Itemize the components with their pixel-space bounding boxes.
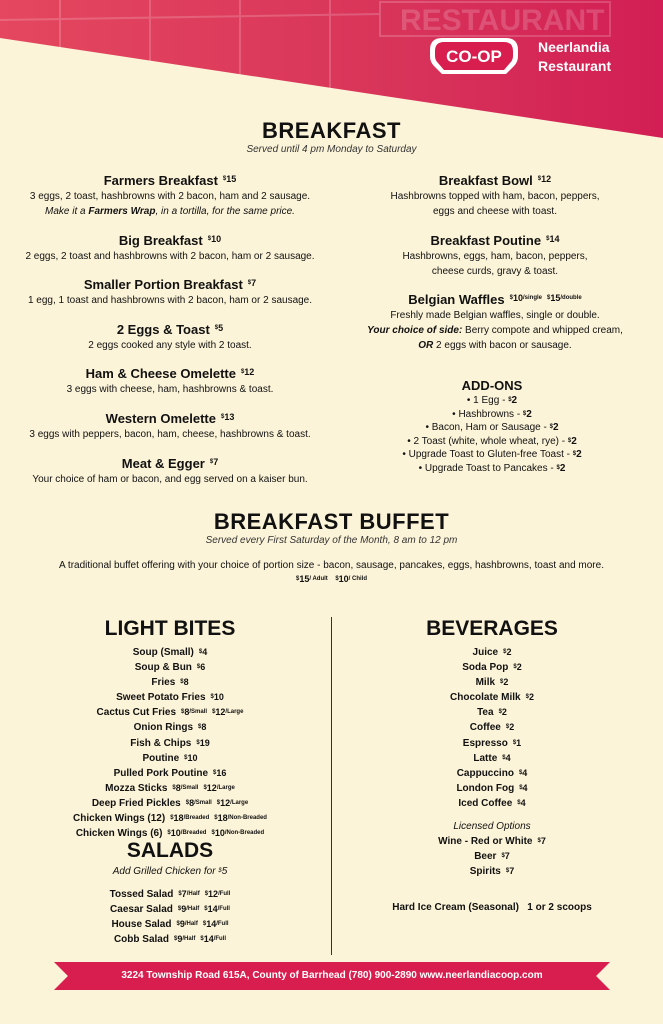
- item-name: 2 Eggs & Toast: [116, 322, 210, 337]
- item-side-options-alt: OR 2 eggs with bacon or sausage.: [418, 340, 572, 351]
- item-price-double: 15: [550, 293, 561, 303]
- item-name: Meat & Egger: [121, 456, 205, 471]
- item-description: 2 eggs cooked any style with 2 toast.: [88, 340, 252, 351]
- item-price: 7: [251, 278, 257, 288]
- list-item: Fish & Chips $19: [130, 737, 210, 749]
- menu-item-farmers-breakfast: Farmers Breakfast $^{^{\$}15}$ 3 eggs, 2 toast, hashbrowns with 2 bacon, ham and 2 sausage. Make it a Farmers Wrap, in a tortilla, for the same price.: [0, 171, 340, 219]
- restaurant-name-line1: Neerlandia: [538, 39, 610, 55]
- item-price: 15: [226, 174, 237, 184]
- building-sign-text: RESTAURANT: [400, 4, 605, 37]
- list-item: Soda Pop $2: [462, 662, 522, 674]
- list-item: Mozza Sticks $^{\$}8^{/Small}$ $^{\$}12^{/Large}$: [105, 782, 235, 794]
- menu-item-big-breakfast: Big Breakfast $^{^{\$}10}$ 2 eggs, 2 toast and hashbrowns with 2 bacon, ham or 2 sausage.: [0, 231, 340, 264]
- light-bites-list: [30, 645, 310, 841]
- list-item: Caesar Salad $^{\$}9^{/Half}$ $^{\$}14^{/Full}$: [110, 904, 230, 916]
- item-price: 12: [541, 174, 552, 184]
- list-item: Deep Fried Pickles $^{\$}8^{/Small}$ $^{\$}12^{/Large}$: [91, 797, 249, 809]
- coop-logo: [428, 36, 520, 76]
- item-description: eggs and cheese with toast.: [433, 206, 557, 217]
- list-item: Cactus Cut Fries $^{\$}8^{/Small}$ $^{\$}12^{/Large}$: [96, 707, 244, 719]
- list-item: House Salad $^{\$}9^{/Half}$ $^{\$}14^{/Full}$: [111, 919, 229, 931]
- price-label-double: /double: [560, 295, 582, 301]
- item-price-single: 10: [512, 293, 523, 303]
- list-item: Chocolate Milk $2: [450, 692, 534, 704]
- footer-contact-info: 3224 Township Road 615A, County of Barrhead (780) 900-2890 www.neerlandiacoop.com: [121, 970, 543, 981]
- item-name: Big Breakfast: [118, 233, 203, 248]
- menu-item-2-eggs-toast: 2 Eggs & Toast $^{^{\$}5}$ 2 eggs cooked any style with 2 toast.: [0, 320, 340, 353]
- list-item: • Bacon, Ham or Sausage - $2: [378, 421, 606, 435]
- item-price: 14: [549, 234, 560, 244]
- list-item: • Hashbrowns - $2: [378, 408, 606, 422]
- ice-cream-item: Hard Ice Cream (Seasonal) 1 or 2 scoops: [392, 902, 592, 914]
- list-item: Spirits $7: [469, 866, 515, 878]
- item-price: 10: [211, 234, 222, 244]
- list-item: Milk $2: [475, 677, 509, 689]
- list-item: • 2 Toast (white, whole wheat, rye) - $2: [378, 435, 606, 449]
- list-item: Poutine $10: [142, 752, 198, 764]
- menu-item-smaller-portion-breakfast: Smaller Portion Breakfast $^{^{\$}7}$ 1 egg, 1 toast and hashbrowns with 2 bacon, ham or 2 sausage.: [0, 275, 340, 308]
- list-item: Tossed Salad $^{\$}7^{/Half}$ $^{\$}12^{/Full}$: [109, 889, 231, 900]
- list-item: Espresso $1: [462, 737, 522, 749]
- list-item: Wine - Red or White $7: [438, 836, 546, 848]
- item-name: Ham & Cheese Omelette: [85, 366, 236, 381]
- list-item: Cobb Salad $^{\$}9^{/Half}$ $^{\$}14^{/Full}$: [113, 934, 227, 946]
- menu-item-belgian-waffles: Belgian Waffles $^{^{\$}10^{/single}}$ $^{^{\$}15^{/double}}$ Freshly made Belgian waffles, single or double. Your choice of side: Berry compote and whipped cream, OR 2 eggs with bacon or sausage.: [345, 290, 645, 353]
- list-item: Iced Coffee $4: [458, 797, 526, 809]
- light-bites-title: LIGHT BITES: [104, 617, 236, 640]
- add-ons-title: ADD-ONS: [461, 378, 523, 393]
- item-side-options: Your choice of side: Berry compote and whipped cream,: [367, 325, 623, 336]
- price-label-single: /single: [522, 295, 542, 301]
- menu-item-western-omelette: Western Omelette $^{^{\$}13}$ 3 eggs with peppers, bacon, ham, cheese, hashbrowns & toast.: [0, 409, 340, 442]
- list-item: Pulled Pork Poutine $16: [113, 767, 227, 779]
- item-name: Breakfast Poutine: [430, 233, 542, 248]
- list-item: Tea $2: [477, 707, 507, 719]
- item-description: 2 eggs, 2 toast and hashbrowns with 2 bacon, ham or 2 sausage.: [25, 251, 315, 262]
- column-divider: [331, 617, 332, 955]
- beverages-list: [352, 645, 632, 811]
- list-item: Soup & Bun $6: [134, 662, 206, 674]
- salads-subtitle: Add Grilled Chicken for $5: [112, 866, 228, 877]
- add-ons-list: [378, 394, 606, 475]
- menu-item-ham-cheese-omelette: Ham & Cheese Omelette $^{^{\$}12}$ 3 eggs with cheese, ham, hashbrowns & toast.: [0, 364, 340, 397]
- item-description: 3 eggs with cheese, ham, hashbrowns & toast.: [66, 384, 274, 395]
- buffet-prices: $^{\$}15^{/ Adult}$ $^{\$}10^{/ Child}$: [295, 574, 368, 584]
- restaurant-name: [538, 38, 658, 76]
- breakfast-subtitle: Served until 4 pm Monday to Saturday: [246, 144, 417, 155]
- list-item: • 1 Egg - $2: [378, 394, 606, 408]
- item-name: Western Omelette: [105, 411, 216, 426]
- beverages-title: BEVERAGES: [426, 617, 558, 640]
- menu-item-breakfast-bowl: Breakfast Bowl $^{^{\$}12}$ Hashbrowns topped with ham, bacon, peppers, eggs and cheese with toast.: [345, 171, 645, 219]
- restaurant-name-line2: Restaurant: [538, 58, 612, 74]
- buffet-price-adult: 15: [299, 574, 310, 584]
- list-item: Latte $4: [473, 752, 511, 764]
- item-description: Freshly made Belgian waffles, single or double.: [390, 310, 600, 321]
- buffet-description: A traditional buffet offering with your choice of portion size - bacon, sausage, pancakes, eggs, hashbrowns, toast and more.: [59, 560, 604, 571]
- light-bites-section: [30, 616, 310, 841]
- item-name: Smaller Portion Breakfast: [83, 277, 243, 292]
- item-price: 13: [224, 412, 235, 422]
- licensed-options-list: [352, 834, 632, 879]
- list-item: Coffee $2: [469, 722, 515, 734]
- item-price: 12: [244, 367, 255, 377]
- list-item: Chicken Wings (6) $^{\$}10^{/Breaded}$ $^{\$}10^{/Non-Breaded}$: [75, 828, 265, 840]
- list-item: • Upgrade Toast to Gluten-free Toast - $2: [378, 448, 606, 462]
- item-description: Hashbrowns, eggs, ham, bacon, peppers,: [402, 251, 588, 262]
- salads-section: [30, 838, 310, 947]
- list-item: London Fog $4: [456, 782, 528, 794]
- menu-item-breakfast-poutine: Breakfast Poutine $^{^{\$}14}$ Hashbrowns, eggs, ham, bacon, peppers, cheese curds, gravy & toast.: [345, 231, 645, 279]
- list-item: Sweet Potato Fries $10: [116, 692, 224, 704]
- item-description: 3 eggs, 2 toast, hashbrowns with 2 bacon, ham and 2 sausage.: [29, 191, 311, 202]
- item-description: cheese curds, gravy & toast.: [431, 266, 559, 277]
- buffet-price-child: 10: [338, 574, 349, 584]
- list-item: Chicken Wings (12) $^{\$}18^{/Breaded}$ $^{\$}18^{/Non-Breaded}$: [73, 813, 267, 825]
- item-description: Your choice of ham or bacon, and egg served on a kaiser bun.: [32, 474, 308, 485]
- buffet-subtitle: Served every First Saturday of the Month, 8 am to 12 pm: [205, 535, 458, 546]
- logo-text: CO-OP: [446, 47, 502, 66]
- salads-list: [30, 887, 310, 947]
- buffet-title: BREAKFAST BUFFET: [213, 509, 450, 534]
- item-description: Hashbrowns topped with ham, bacon, peppers,: [390, 191, 600, 202]
- menu-item-meat-egger: Meat & Egger $^{^{\$}7}$ Your choice of ham or bacon, and egg served on a kaiser bun.: [0, 454, 340, 487]
- list-item: Fries $8: [151, 677, 189, 689]
- item-name: Belgian Waffles: [408, 292, 505, 307]
- beverages-section: [352, 616, 632, 915]
- list-item: Onion Rings $8: [133, 722, 207, 734]
- list-item: Cappuccino $4: [456, 767, 528, 779]
- breakfast-title: BREAKFAST: [262, 118, 401, 143]
- item-name: Breakfast Bowl: [438, 173, 533, 188]
- item-description: 3 eggs with peppers, bacon, ham, cheese, hashbrowns & toast.: [29, 429, 311, 440]
- item-price: 7: [213, 457, 219, 467]
- item-name: Farmers Breakfast: [103, 173, 218, 188]
- salads-title: SALADS: [126, 839, 214, 862]
- licensed-options-label: Licensed Options: [453, 821, 531, 833]
- add-ons-section: [378, 377, 606, 475]
- list-item: Juice $2: [472, 647, 512, 658]
- list-item: • Upgrade Toast to Pancakes - $2: [378, 462, 606, 476]
- item-description: 1 egg, 1 toast and hashbrowns with 2 bacon, ham or 2 sausage.: [27, 295, 313, 306]
- item-note: Make it a Farmers Wrap, in a tortilla, for the same price.: [45, 206, 295, 217]
- list-item: Beer $7: [474, 851, 510, 863]
- list-item: Soup (Small) $4: [132, 647, 208, 658]
- item-price: 5: [218, 323, 224, 333]
